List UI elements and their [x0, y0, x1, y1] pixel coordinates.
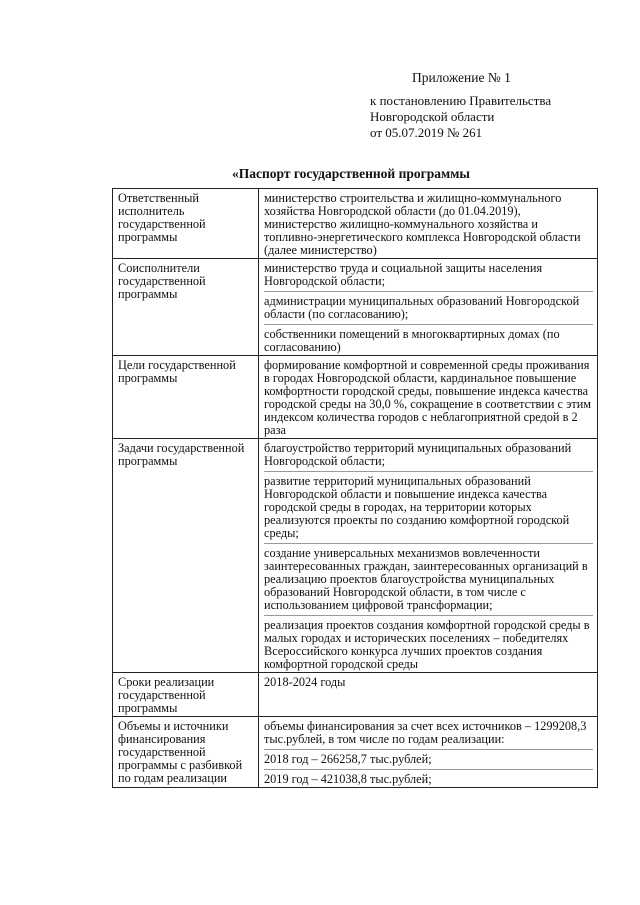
row-content — [259, 189, 598, 259]
appendix-header — [0, 0, 640, 150]
content-item: объемы финансирования за счет всех источников – 1299208,3 тыс.рублей, в том числе по годам реализации: — [264, 719, 587, 746]
row-label: Соисполнители государственной программы — [113, 259, 259, 356]
table-row-tasks — [113, 439, 598, 673]
content-item: формирование комфортной и современной среды проживания в городах Новгородской области, кардинальное повышение комфортности городской среды, повышение индекса качества городской среды на 30,0 %, сокращение в соответствии с этим индексом количества городов с неблагоприятной средой в 2 раза — [264, 358, 592, 437]
content-item: собственники помещений в многоквартирных домах (по согласованию) — [264, 324, 593, 354]
row-content — [259, 673, 598, 717]
content-item: 2018-2024 годы — [264, 675, 346, 689]
table-row-terms — [113, 673, 598, 717]
content-item: 2019 год – 421038,8 тыс.рублей; — [264, 769, 593, 786]
table-row-funding — [113, 717, 598, 788]
row-label: Сроки реализации государственной программы — [113, 673, 259, 717]
row-content — [259, 717, 598, 788]
row-content — [259, 259, 598, 356]
appendix-line-3: от 05.07.2019 № 261 — [370, 125, 483, 140]
content-item: развитие территорий муниципальных образований Новгородской области и повышение индекса качества городской среды в городах, на территории которых реализуются проекты по созданию комфортной городской среды; — [264, 471, 593, 540]
row-label: Цели государственной программы — [113, 356, 259, 439]
row-content — [259, 439, 598, 673]
content-item: администрации муниципальных образований Новгородской области (по согласованию); — [264, 291, 593, 321]
content-item: реализация проектов создания комфортной городской среды в малых городах и исторических поселениях – победителях Всероссийского конкурса лучших проектов создания комфортной городской среды — [264, 615, 593, 671]
table-row-goals — [113, 356, 598, 439]
appendix-number: Приложение № 1 — [412, 70, 511, 85]
row-label: Ответственный исполнитель государственной программы — [113, 189, 259, 259]
table-row-coexecutors — [113, 259, 598, 356]
document-title: «Паспорт государственной программы — [232, 166, 470, 181]
content-item: 2018 год – 266258,7 тыс.рублей; — [264, 749, 593, 766]
content-item: министерство строительства и жилищно-коммунального хозяйства Новгородской области (до 01.04.2019), министерство жилищно-коммунального хозяйства и топливно-энергетического комплекса Новгородской области (далее министерство) — [264, 191, 581, 257]
row-label: Задачи государственной программы — [113, 439, 259, 673]
table-row-responsible — [113, 189, 598, 259]
content-item: министерство труда и социальной защиты населения Новгородской области; — [264, 261, 543, 288]
content-item: создание универсальных механизмов вовлеченности заинтересованных граждан, заинтересованных организаций в реализацию проектов благоустройства муниципальных образований Новгородской области, в том числе с использованием цифровой трансформации; — [264, 543, 593, 612]
appendix-line-1: к постановлению Правительства — [370, 93, 552, 108]
row-content — [259, 356, 598, 439]
content-item: благоустройство территорий муниципальных образований Новгородской области; — [264, 441, 572, 468]
passport-table — [112, 188, 598, 788]
appendix-line-2: Новгородской области — [370, 109, 495, 124]
row-label: Объемы и источники финансирования государственной программы с разбивкой по годам реализации — [113, 717, 259, 788]
